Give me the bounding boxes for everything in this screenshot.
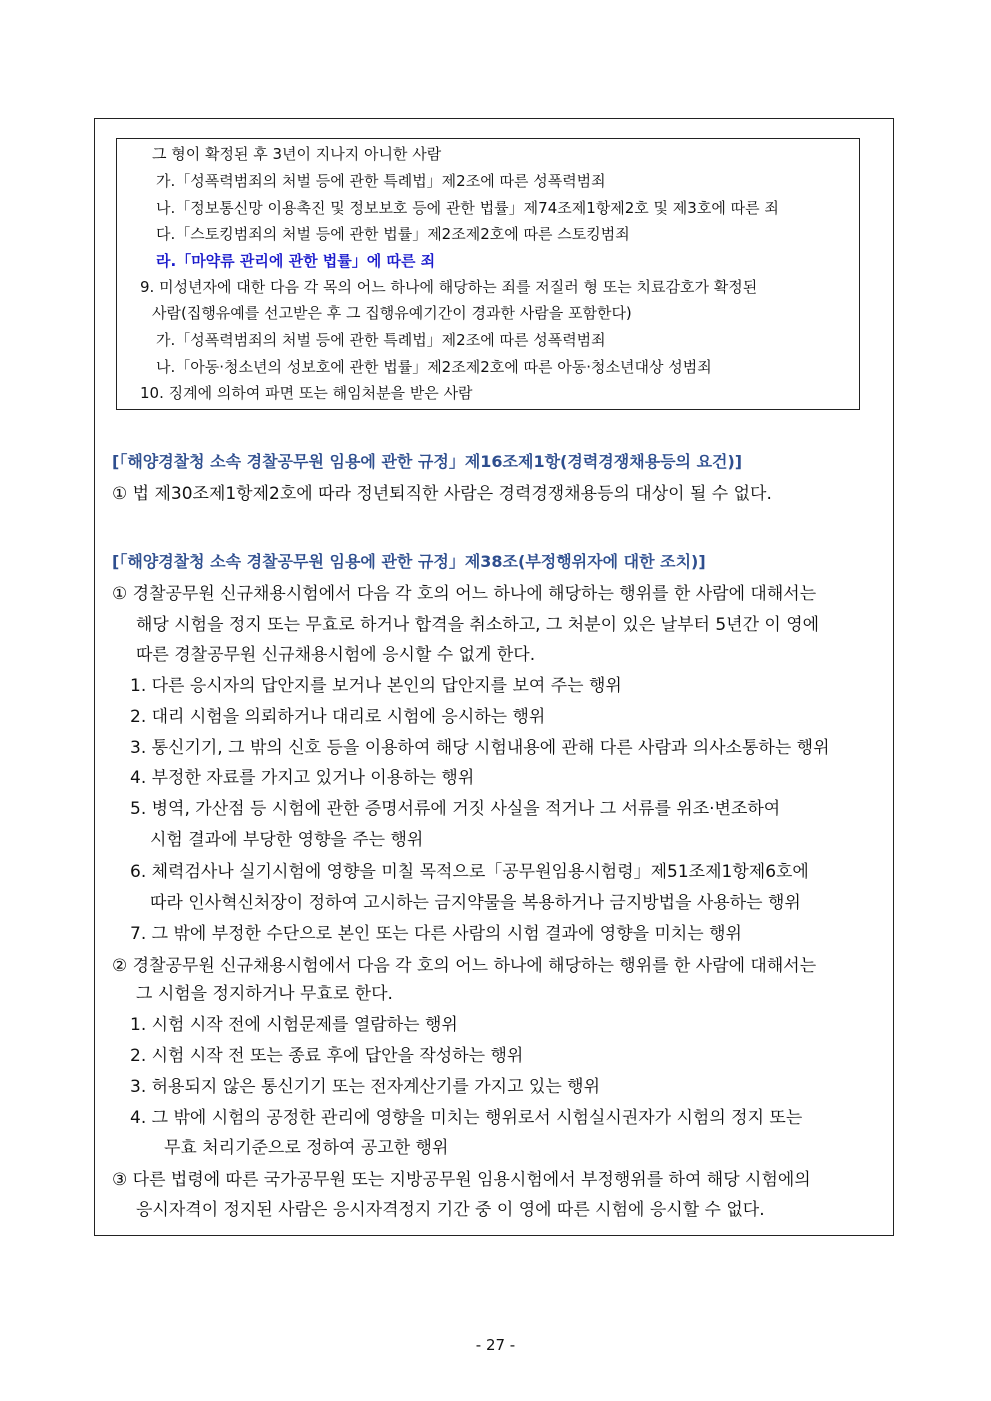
list-item: 3. 허용되지 않은 통신기기 또는 전자계산기를 가지고 있는 행위	[130, 1077, 600, 1097]
paragraph-line: 해당 시험을 정지 또는 무효로 하거나 합격을 취소하고, 그 처분이 있은 날부터 5년간 이 영에	[136, 615, 820, 635]
list-item-continuation: 따라 인사혁신처장이 정하여 고시하는 금지약물을 복용하거나 금지방법을 사용하는 행위	[150, 893, 801, 913]
list-item: 1. 시험 시작 전에 시험문제를 열람하는 행위	[130, 1015, 458, 1035]
list-item-continuation: 무효 처리기준으로 정하여 공고한 행위	[164, 1138, 449, 1158]
paragraph-line: ② 경찰공무원 신규채용시험에서 다음 각 호의 어느 하나에 해당하는 행위를 한 사람에 대해서는	[112, 956, 817, 976]
list-item-continuation: 시험 결과에 부당한 영향을 주는 행위	[150, 830, 424, 850]
list-item: 2. 대리 시험을 의뢰하거나 대리로 시험에 응시하는 행위	[130, 707, 546, 727]
list-item: 2. 시험 시작 전 또는 종료 후에 답안을 작성하는 행위	[130, 1046, 524, 1066]
inner-line: 가.「성폭력범죄의 처벌 등에 관한 특례법」제2조에 따른 성폭력범죄	[156, 172, 606, 190]
list-item: 7. 그 밖에 부정한 수단으로 본인 또는 다른 사람의 시험 결과에 영향을 미치는 행위	[130, 924, 742, 944]
list-item: 3. 통신기기, 그 밖의 신호 등을 이용하여 해당 시험내용에 관해 다른 사람과 의사소통하는 행위	[130, 738, 830, 758]
section-heading: [「해양경찰청 소속 경찰공무원 임용에 관한 규정」제16조제1항(경력경쟁채용등의 요건)]	[112, 452, 743, 471]
paragraph-line: 따른 경찰공무원 신규채용시험에 응시할 수 없게 한다.	[136, 645, 536, 665]
list-item: 6. 체력검사나 실기시험에 영향을 미칠 목적으로「공무원임용시험령」제51조제1항제6호에	[130, 862, 809, 882]
list-item: 4. 부정한 자료를 가지고 있거나 이용하는 행위	[130, 768, 475, 788]
paragraph-line: 그 시험을 정지하거나 무효로 한다.	[136, 984, 393, 1004]
paragraph-line: ③ 다른 법령에 따른 국가공무원 또는 지방공무원 임용시험에서 부정행위를 하여 해당 시험에의	[112, 1170, 811, 1190]
list-item: 1. 다른 응시자의 답안지를 보거나 본인의 답안지를 보여 주는 행위	[130, 676, 622, 696]
inner-line: 9. 미성년자에 대한 다음 각 목의 어느 하나에 해당하는 죄를 저질러 형 또는 치료감호가 확정된	[140, 278, 758, 296]
inner-line: 10. 징계에 의하여 파면 또는 해임처분을 받은 사람	[140, 384, 473, 402]
list-item: 4. 그 밖에 시험의 공정한 관리에 영향을 미치는 행위로서 시험실시권자가 시험의 정지 또는	[130, 1108, 803, 1128]
paragraph-line: ① 법 제30조제1항제2호에 따라 정년퇴직한 사람은 경력경쟁채용등의 대상이 될 수 없다.	[112, 484, 772, 504]
inner-line: 나.「정보통신망 이용촉진 및 정보보호 등에 관한 법률」제74조제1항제2호 및 제3호에 따른 죄	[156, 199, 779, 217]
inner-line: 가.「성폭력범죄의 처벌 등에 관한 특례법」제2조에 따른 성폭력범죄	[156, 331, 606, 349]
paragraph-line: 응시자격이 정지된 사람은 응시자격정지 기간 중 이 영에 따른 시험에 응시할 수 없다.	[136, 1200, 765, 1220]
section-heading: [「해양경찰청 소속 경찰공무원 임용에 관한 규정」제38조(부정행위자에 대한 조치)]	[112, 552, 706, 571]
inner-line: 그 형이 확정된 후 3년이 지나지 아니한 사람	[152, 145, 442, 163]
paragraph-line: ① 경찰공무원 신규채용시험에서 다음 각 호의 어느 하나에 해당하는 행위를 한 사람에 대해서는	[112, 584, 817, 604]
inner-line: 사람(집행유예를 선고받은 후 그 집행유예기간이 경과한 사람을 포함한다)	[152, 304, 632, 322]
inner-line-highlighted: 라.「마약류 관리에 관한 법률」에 따른 죄	[156, 252, 436, 270]
list-item: 5. 병역, 가산점 등 시험에 관한 증명서류에 거짓 사실을 적거나 그 서류를 위조·변조하여	[130, 799, 781, 819]
inner-line: 다.「스토킹범죄의 처벌 등에 관한 법률」제2조제2호에 따른 스토킹범죄	[156, 225, 630, 243]
inner-line: 나.「아동·청소년의 성보호에 관한 법률」제2조제2호에 따른 아동·청소년대상 성범죄	[156, 358, 712, 376]
page-number: - 27 -	[475, 1336, 516, 1354]
